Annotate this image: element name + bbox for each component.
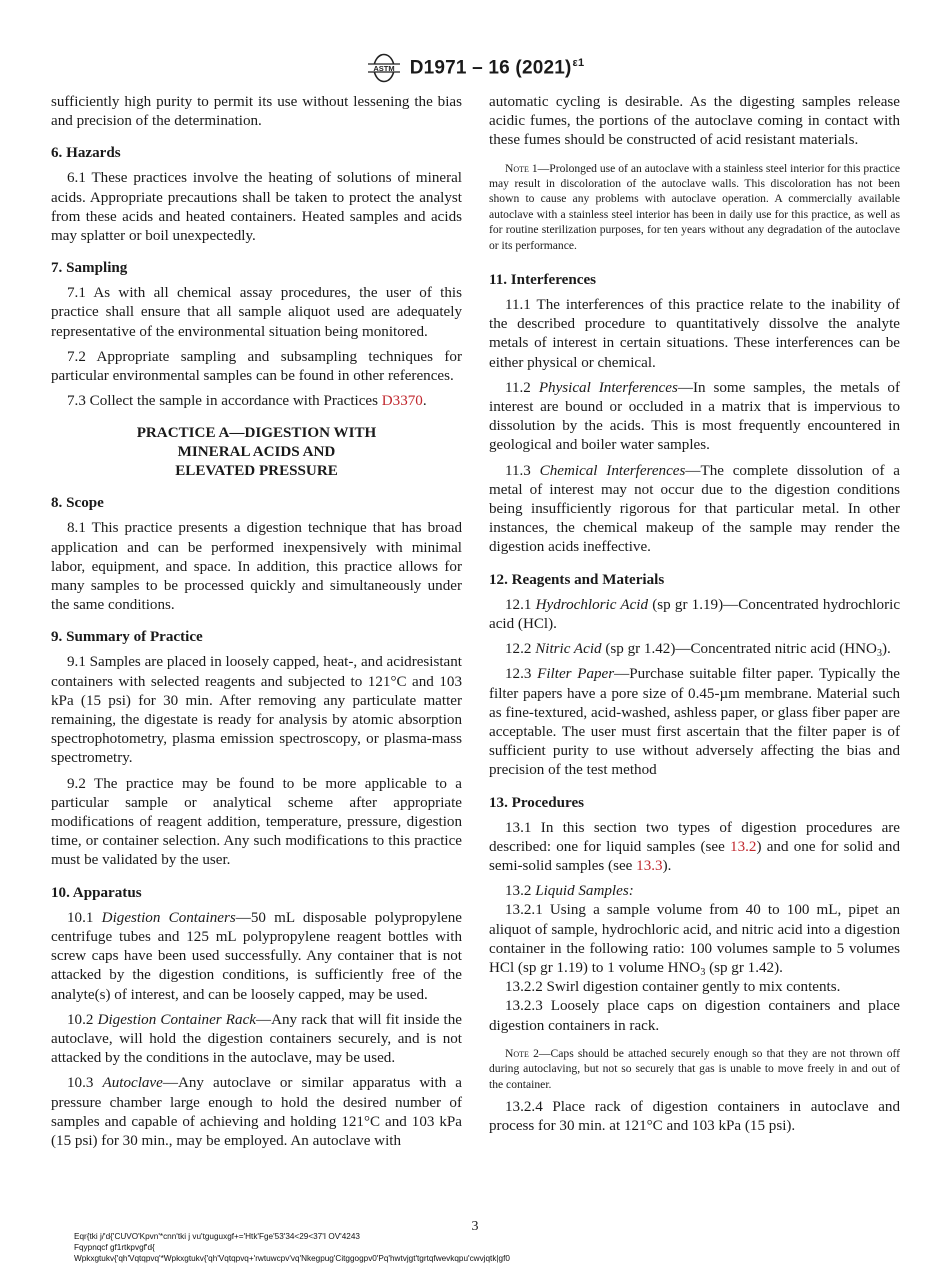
- paragraph-7-1: 7.1 As with all chemical assay procedures, the user of this practice shall ensure that all sample aliquot used are adequately representative of the environmental situation being monitored.: [51, 285, 462, 340]
- paragraph-13-2-1: 13.2.1 Using a sample volume from 40 to 100 mL, pipet an aliquot of sample, hydrochloric acid, and nitric acid into a digestion container in the following ratio: 100 volumes sample to 5 volumes HCl (sp gr 1.19) to 1 volume $HNO_3$ (sp gr 1.42).: [489, 902, 900, 978]
- left-column: [51, 93, 462, 1151]
- paragraph-9-1: 9.1 Samples are placed in loosely capped, heat-, and acidresistant containers with selected reagents and subjected to 121°C and 103 kPa (15 psi) for 30 min. After removing any particulate matter remaining, the digestate is ready for analysis by atomic absorption spectrophotometry, plasma emission spectroscopy, or plasma-mass spectrometry.: [51, 654, 462, 767]
- paragraph-11-1: 11.1 The interferences of this practice relate to the inability of the described procedure to quantitatively dissolve the analyte metals of interest in certain situations. These interferences can be either physical or chemical.: [489, 297, 900, 371]
- link-13-3[interactable]: 13.3: [636, 857, 663, 874]
- paragraph-10-1: 10.1 Digestion Containers—50 mL disposable polypropylene centrifuge tubes and 125 mL polypropylene reagent bottles with screw caps have been used successfully. Any container that is not attacked by the digestion conditions, is sufficiently free of the analyte(s) of interest, and can be loosely capped, may be used.: [51, 909, 462, 1003]
- practice-a-title: PRACTICE A—DIGESTION WITH MINERAL ACIDS AND ELEVATED PRESSURE: [136, 425, 377, 480]
- paragraph-7-3: 7.3 Collect the sample in accordance with Practices D3370.: [67, 393, 427, 410]
- paragraph-13-2-2: 13.2.2 Swirl digestion container gently to mix contents.: [505, 979, 841, 996]
- page-header: [0, 52, 950, 84]
- note-2: Note 2—Caps should be attached securely enough so that they are not thrown off during autoclaving, but not so securely that gas is unable to move freely in and out of the container.: [489, 1046, 901, 1091]
- page-number: 3: [471, 1219, 479, 1234]
- paragraph-continuation-right: automatic cycling is desirable. As the digesting samples release acidic fumes, the portions of the autoclave coming in contact with these fumes should be constructed of acid resistant materials.: [489, 94, 900, 149]
- paragraph-11-3: 11.3 Chemical Interferences—The complete dissolution of a metal of interest may not occur due to the digestion conditions being insufficiently rigorous for that particular metal. In other instances, the chemical makeup of the sample may render the digestion acids ineffective.: [489, 462, 900, 556]
- license-footer: [74, 1231, 894, 1264]
- link-d3370[interactable]: D3370: [381, 393, 423, 410]
- paragraph-6-1: 6.1 These practices involve the heating of solutions of mineral acids. Appropriate precautions shall be taken to protect the analyst from these acids and heated containers. Heated samples and acids may splatter or boil unexpectedly.: [51, 170, 462, 245]
- footer-line-1: Eqr{tki j/'d{'CUVO'Kpvn'*cnn'tki j vu'tguguxgf+='Htk'Fge'53'34<29<37'I OV'4243: [74, 1232, 360, 1241]
- section-heading-interferences: 11. Interferences: [489, 272, 597, 289]
- svg-text:ASTM: ASTM: [373, 63, 395, 73]
- section-heading-apparatus: 10. Apparatus: [51, 884, 142, 901]
- standard-designation: D1971 – 16 $(2021)^{\varepsilon 1}$: [409, 56, 585, 79]
- paragraph-12-1: 12.1 Hydrochloric Acid (sp gr 1.19)—Concentrated hydrochloric acid (HCl).: [489, 596, 901, 632]
- paragraph-10-2: 10.2 Digestion Container Rack—Any rack that will fit inside the autoclave, will hold the digestion containers securely, and is not attacked by the conditions in the autoclave, may be used.: [51, 1011, 462, 1067]
- paragraph-12-2: 12.2 Nitric Acid (sp gr 1.42)—Concentrated nitric acid $(HNO_3)$.: [505, 641, 891, 660]
- section-heading-summary: 9. Summary of Practice: [51, 629, 203, 646]
- paragraph-8-1: 8.1 This practice presents a digestion technique that has broad application and can be performed inexpensively with minimal labor, equipment, and space. In addition, this practice allows for many samples to be processed quickly and simultaneously under the same conditions.: [51, 520, 462, 614]
- section-heading-reagents: 12. Reagents and Materials: [489, 571, 665, 588]
- paragraph-continuation: sufficiently high purity to permit its use without lessening the bias and precision of the determination.: [51, 94, 462, 130]
- section-heading-scope: 8. Scope: [51, 495, 104, 512]
- paragraph-10-3: 10.3 Autoclave—Any autoclave or similar apparatus with a pressure chamber large enough to hold the desired number of samples and capable of achieving and holding 121°C and 103 kPa (15 psi) for 30 min., may be employed. An autoclave with: [51, 1075, 462, 1149]
- paragraph-13-1: 13.1 In this section two types of digestion procedures are described: one for liquid samples (see 13.2) and one for solid and semi-solid samples (see 13.3).: [489, 819, 900, 874]
- paragraph-7-2: 7.2 Appropriate sampling and subsampling techniques for particular environmental samples can be found in other references.: [51, 348, 462, 385]
- paragraph-12-3: 12.3 Filter Paper—Purchase suitable filter paper. Typically the filter papers have a pore size of 0.45-µm membrane. Material such as fine-textured, acid-washed, ashless paper, or glass fiber paper are acceptable. The user must first ascertain that the filter paper is of sufficient purity to use without adversely affecting the bias and precision of the test method: [489, 666, 900, 779]
- right-column: [489, 93, 900, 1136]
- paragraph-13-2-3: 13.2.3 Loosely place caps on digestion containers and place digestion containers in rack.: [489, 998, 900, 1034]
- paragraph-13-2-4: 13.2.4 Place rack of digestion containers in autoclave and process for 30 min. at 121°C and 103 kPa (15 psi).: [489, 1098, 900, 1135]
- link-13-2[interactable]: 13.2: [730, 838, 757, 855]
- section-heading-procedures: 13. Procedures: [489, 794, 585, 811]
- footer-line-2: Fqypnqcf gf1rtkpvgf'd{: [74, 1243, 155, 1252]
- paragraph-11-2: 11.2 Physical Interferences—In some samples, the metals of interest are bound or occluded in a matrix that is impervious to dissolution by the acids. This is most frequently encountered in geological and boiler water samples.: [489, 379, 901, 454]
- paragraph-13-2: 13.2 Liquid Samples:: [505, 883, 634, 900]
- section-heading-hazards: 6. Hazards: [51, 145, 121, 162]
- astm-logo-icon: [366, 53, 402, 83]
- note-1: Note 1—Prolonged use of an autoclave with a stainless steel interior for this practice may result in discoloration of the autoclave walls. This discoloration has not been shown to cause any problems with autoclave operation. A commercially available autoclave with a stainless steel interior has been in daily use for this practice, as well as for routine sterilization purposes, for ten years without any degradation of the autoclave or its performance.: [489, 161, 901, 252]
- paragraph-9-2: 9.2 The practice may be found to be more applicable to a particular sample or analytical scheme after appropriate modifications of reagent addition, temperature, pressure, digestion time, or container selection. Any such modifications to this practice must be validated by the user.: [51, 775, 462, 869]
- section-heading-sampling: 7. Sampling: [51, 260, 128, 277]
- footer-line-3: Wpkxgtukv{'qh'Vqtqpvq'*Wpkxgtukv{'qh'Vqtqpvq+'rwtuwcpv'vq'Nkegpug'Citggogpv0'Pq'hwtvjgt'tgrtqfwevkqpu'cwvjqtk|gf0: [74, 1254, 510, 1263]
